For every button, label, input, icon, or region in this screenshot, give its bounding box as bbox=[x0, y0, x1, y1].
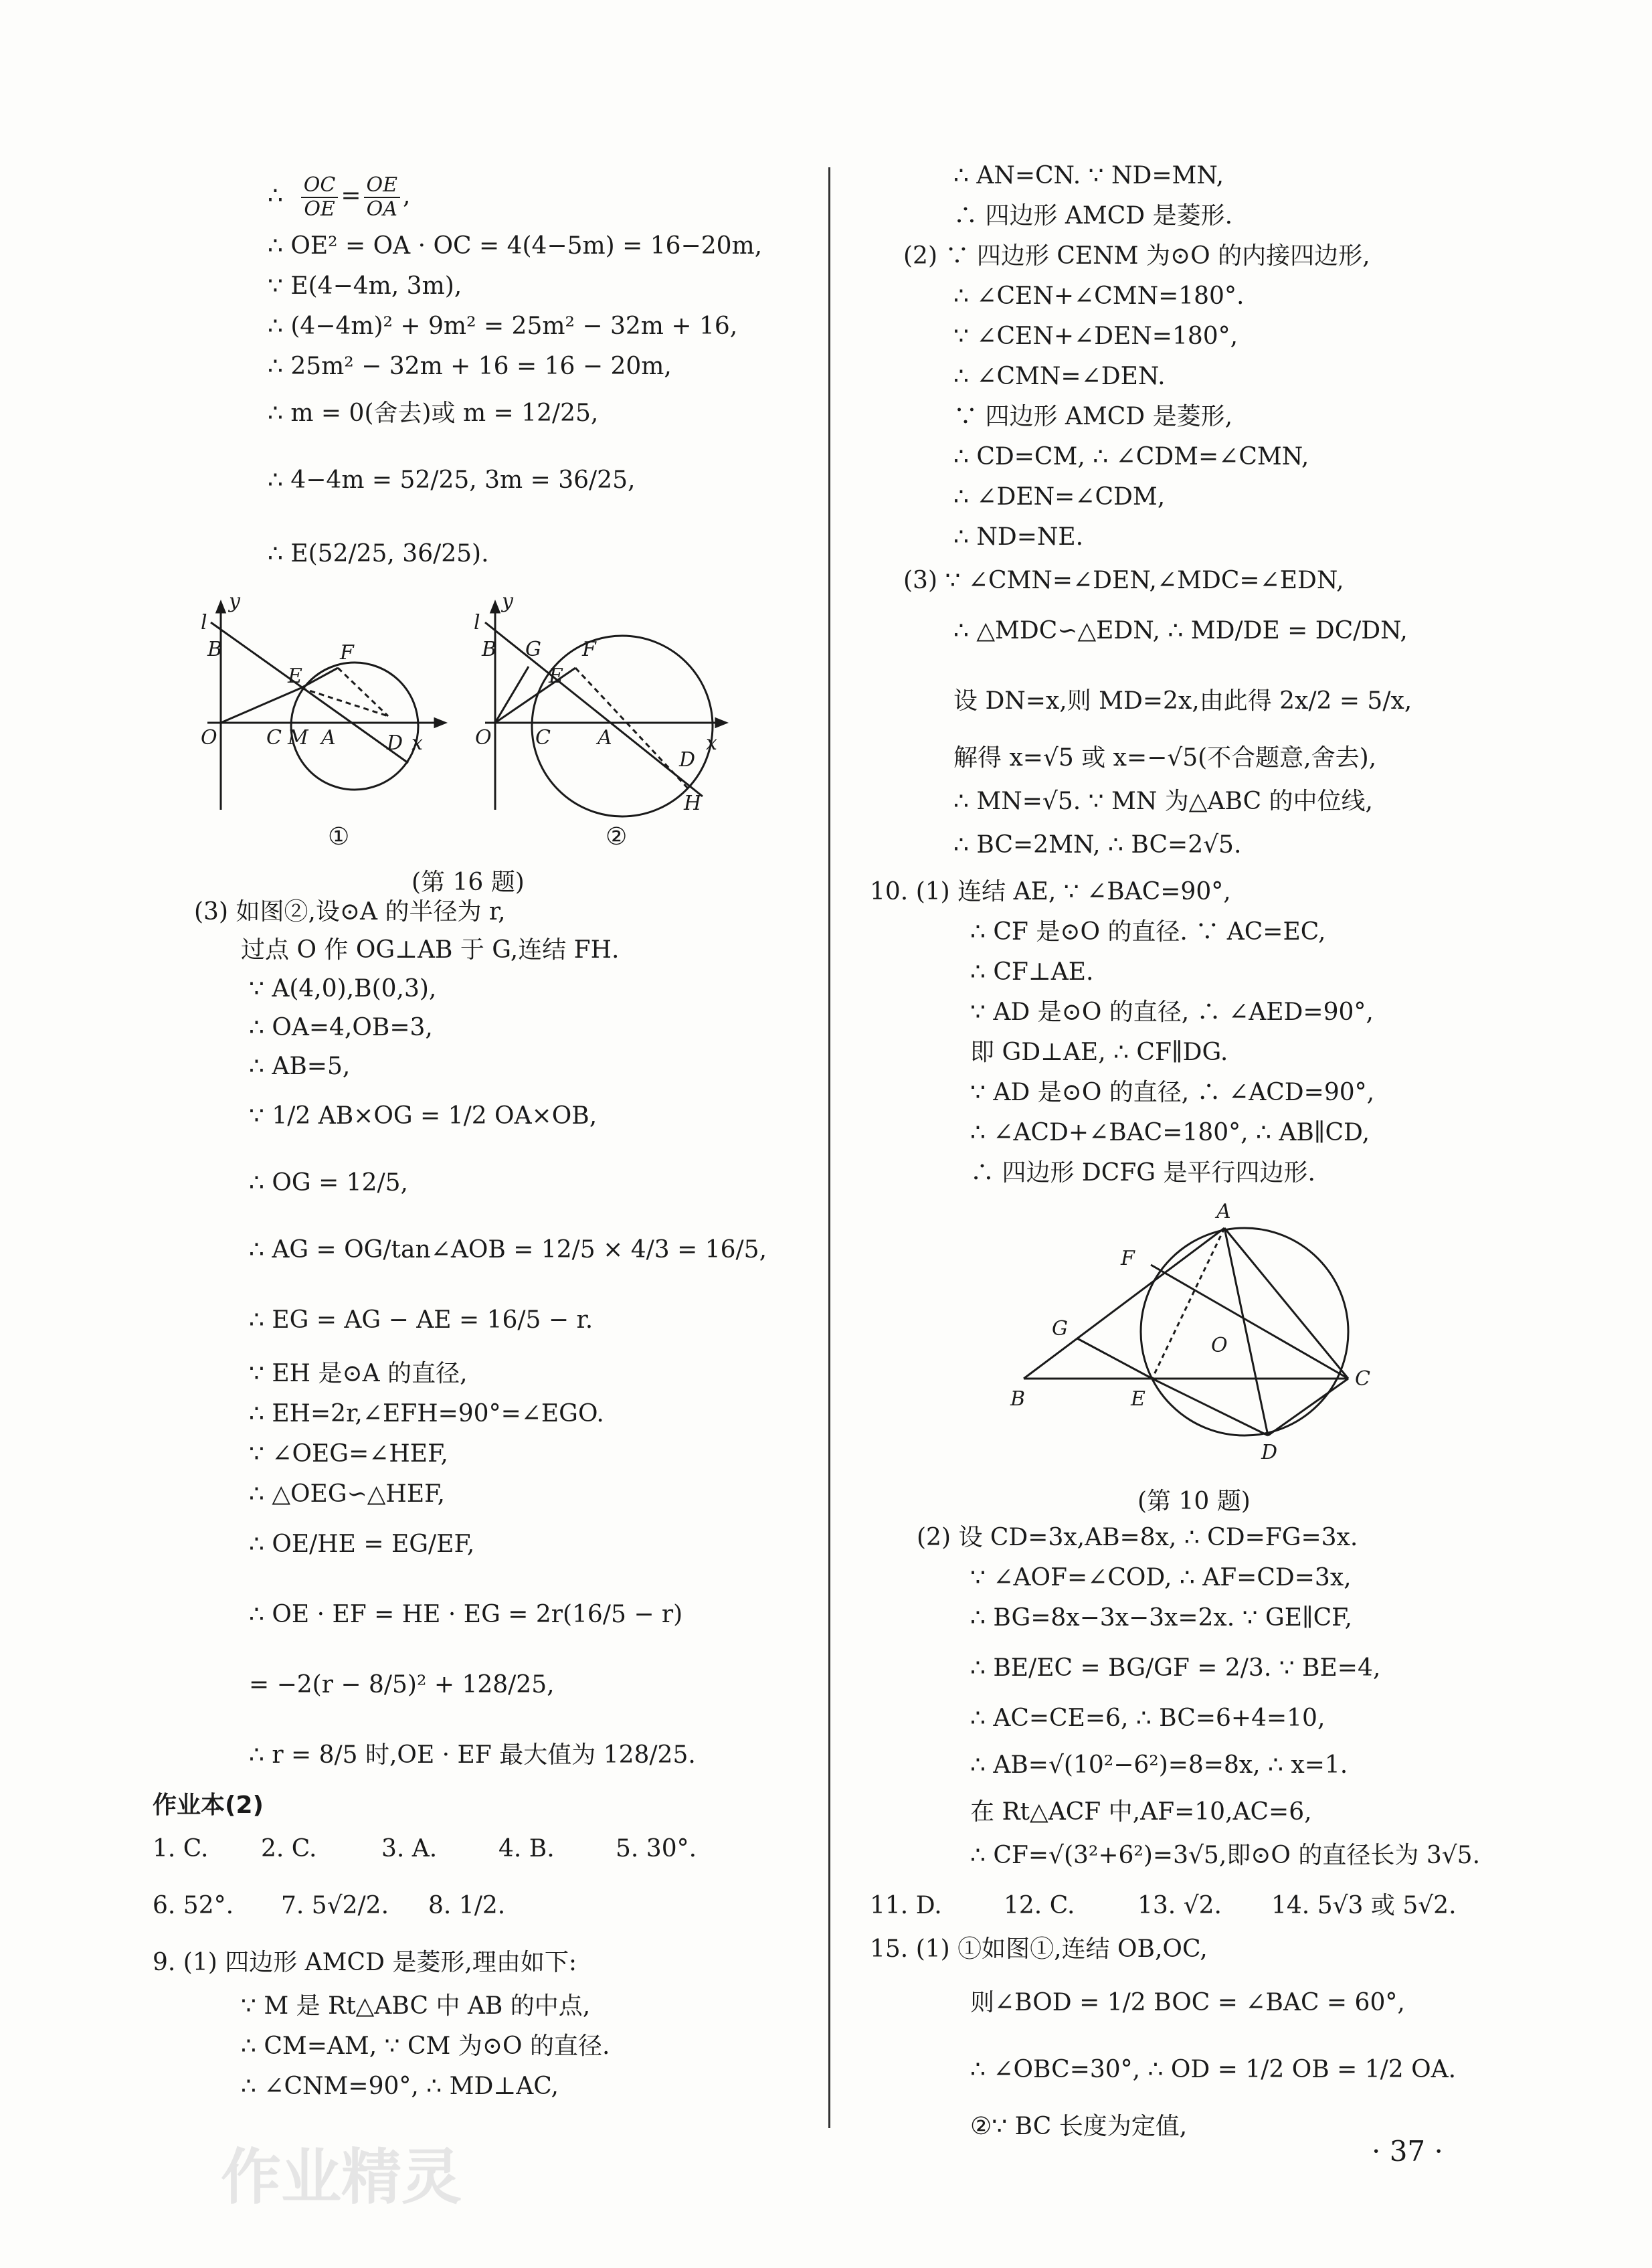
part3-line-5: ∴ AB=5, bbox=[249, 1053, 351, 1080]
figure-10 bbox=[1004, 1198, 1378, 1466]
q10-part2-line-7: 在 Rt△ACF 中,AF=10,AC=6, bbox=[970, 1798, 1312, 1826]
right-line-7: ∵ 四边形 AMCD 是菱形, bbox=[953, 403, 1233, 430]
fig10-caption: (第 10 题) bbox=[1137, 1488, 1251, 1515]
q10-part2-line-2: ∵ ∠AOF=∠COD, ∴ AF=CD=3x, bbox=[970, 1564, 1352, 1591]
q10-part2-line-6: ∴ AB=√(10²−6²)=8=8x, ∴ x=1. bbox=[970, 1751, 1348, 1779]
right-line-15: ∴ MN=√5. ∵ MN 为△ABC 的中位线, bbox=[953, 788, 1373, 815]
part3-line-11: ∴ EH=2r,∠EFH=90°=∠EGO. bbox=[249, 1400, 604, 1427]
svg-text:D: D bbox=[679, 748, 696, 772]
answer-13: 13. √2. bbox=[1137, 1892, 1222, 1919]
svg-text:A: A bbox=[321, 726, 336, 750]
part3-line-3: ∵ A(4,0),B(0,3), bbox=[249, 975, 437, 1002]
answer-7: 7. 5√2/2. bbox=[281, 1892, 389, 1919]
right-line-2: ∴ 四边形 AMCD 是菱形. bbox=[953, 202, 1233, 230]
part3-line-16: = −2(r − 8/5)² + 128/25, bbox=[249, 1671, 555, 1698]
part3-line-8: ∴ AG = OG/tan∠AOB = 12/5 × 4/3 = 16/5, bbox=[249, 1236, 767, 1263]
part3-line-15: ∴ OE · EF = HE · EG = 2r(16/5 − r) bbox=[249, 1601, 683, 1628]
right-line-9: ∴ ∠DEN=∠CDM, bbox=[953, 483, 1166, 511]
svg-text:E: E bbox=[288, 665, 302, 688]
answer-2 bbox=[261, 1837, 317, 1861]
svg-text:G: G bbox=[1052, 1317, 1068, 1340]
part3-line-9: ∴ EG = AG − AE = 16/5 − r. bbox=[249, 1306, 593, 1334]
svg-text:F: F bbox=[340, 641, 354, 665]
answer-6: 6. 52°. bbox=[153, 1892, 234, 1919]
figure-16 bbox=[187, 589, 736, 843]
answer-4-text: 4. B. bbox=[498, 1835, 555, 1862]
q10-part2-line-4: ∴ BE/EC = BG/GF = 2/3. ∵ BE=4, bbox=[970, 1654, 1381, 1682]
q10-part2-line-1: (2) 设 CD=3x,AB=8x, ∴ CD=FG=3x. bbox=[917, 1524, 1358, 1551]
answer-11: 11. D. bbox=[870, 1892, 942, 1919]
svg-text:O: O bbox=[201, 726, 217, 750]
answer-5-text: 5. 30°. bbox=[616, 1835, 697, 1862]
svg-text:H: H bbox=[684, 792, 702, 815]
answer-3 bbox=[381, 1837, 437, 1861]
left-line-7: ∴ 4−4m = 52/25, 3m = 36/25, bbox=[268, 466, 636, 494]
part3-line-1: (3) 如图②,设⊙A 的半径为 r, bbox=[194, 898, 506, 926]
svg-text:C: C bbox=[535, 726, 551, 750]
answer-1 bbox=[153, 1837, 209, 1861]
part3-line-4: ∴ OA=4,OB=3, bbox=[249, 1014, 433, 1041]
answer-14: 14. 5√3 或 5√2. bbox=[1271, 1892, 1457, 1919]
part3-line-12: ∵ ∠OEG=∠HEF, bbox=[249, 1440, 448, 1468]
q15-line-2: 则∠BOD = 1/2 BOC = ∠BAC = 60°, bbox=[970, 1989, 1405, 2016]
part3-line-17: ∴ r = 8/5 时,OE · EF 最大值为 128/25. bbox=[249, 1741, 696, 1769]
q9-line-4: ∴ ∠CNM=90°, ∴ MD⊥AC, bbox=[241, 2073, 559, 2100]
right-line-11: (3) ∵ ∠CMN=∠DEN,∠MDC=∠EDN, bbox=[903, 567, 1344, 594]
left-line-8: ∴ E(52/25, 36/25). bbox=[268, 540, 489, 568]
answer-12: 12. C. bbox=[1004, 1892, 1075, 1919]
q10-part2-line-5: ∴ AC=CE=6, ∴ BC=6+4=10, bbox=[970, 1705, 1325, 1732]
svg-text:l: l bbox=[474, 611, 480, 634]
answer-1-text: 1. C. bbox=[153, 1835, 209, 1862]
svg-text:M: M bbox=[288, 726, 308, 750]
q10-line-7: ∴ ∠ACD+∠BAC=180°, ∴ AB∥CD, bbox=[970, 1119, 1370, 1146]
answer-4 bbox=[498, 1837, 555, 1861]
svg-text:l: l bbox=[201, 611, 207, 634]
svg-text:A: A bbox=[598, 726, 612, 750]
svg-text:D: D bbox=[1261, 1441, 1278, 1464]
left-line-6: ∴ m = 0(舍去)或 m = 12/25, bbox=[268, 400, 599, 427]
part3-line-6: ∵ 1/2 AB×OG = 1/2 OA×OB, bbox=[249, 1102, 598, 1130]
q10-line-6: ∵ AD 是⊙O 的直径, ∴ ∠ACD=90°, bbox=[970, 1079, 1375, 1106]
answer-5 bbox=[616, 1837, 697, 1861]
left-line-2: ∴ OE² = OA · OC = 4(4−5m) = 16−20m, bbox=[268, 232, 763, 260]
part3-line-14: ∴ OE/HE = EG/EF, bbox=[249, 1531, 475, 1558]
svg-text:F: F bbox=[1121, 1247, 1135, 1270]
svg-text:A: A bbox=[1216, 1200, 1231, 1223]
page-number: · 37 · bbox=[1372, 2135, 1443, 2168]
svg-text:y: y bbox=[229, 590, 240, 613]
right-line-14: 解得 x=√5 或 x=−√5(不合题意,舍去), bbox=[953, 744, 1377, 772]
q15-line-1: 15. (1) ①如图①,连结 OB,OC, bbox=[870, 1935, 1208, 1963]
fig16-sub2: ② bbox=[606, 823, 628, 851]
svg-text:E: E bbox=[1131, 1387, 1145, 1411]
q10-line-3: ∴ CF⊥AE. bbox=[970, 958, 1094, 986]
part3-line-7: ∴ OG = 12/5, bbox=[249, 1169, 408, 1197]
part3-line-10: ∵ EH 是⊙A 的直径, bbox=[249, 1360, 468, 1387]
svg-text:O: O bbox=[1211, 1334, 1228, 1357]
right-line-1: ∴ AN=CN. ∵ ND=MN, bbox=[953, 162, 1224, 189]
right-line-8: ∴ CD=CM, ∴ ∠CDM=∠CMN, bbox=[953, 443, 1309, 470]
svg-text:F: F bbox=[582, 638, 596, 661]
q9-line-1: 9. (1) 四边形 AMCD 是菱形,理由如下: bbox=[153, 1949, 577, 1976]
q10-line-1: 10. (1) 连结 AE, ∵ ∠BAC=90°, bbox=[870, 878, 1231, 905]
svg-text:B: B bbox=[207, 638, 223, 661]
svg-text:C: C bbox=[1355, 1367, 1370, 1391]
left-line-5: ∴ 25m² − 32m + 16 = 16 − 20m, bbox=[268, 353, 672, 380]
part3-line-13: ∴ △OEG∽△HEF, bbox=[249, 1480, 445, 1508]
q15-line-3: ∴ ∠OBC=30°, ∴ OD = 1/2 OB = 1/2 OA. bbox=[970, 2056, 1457, 2083]
right-line-12: ∴ △MDC∽△EDN, ∴ MD/DE = DC/DN, bbox=[953, 617, 1408, 644]
svg-text:y: y bbox=[502, 590, 513, 613]
left-line-4: ∴ (4−4m)² + 9m² = 25m² − 32m + 16, bbox=[268, 313, 738, 340]
watermark: 作业精灵 bbox=[221, 2142, 462, 2212]
right-line-13: 设 DN=x,则 MD=2x,由此得 2x/2 = 5/x, bbox=[953, 687, 1412, 715]
left-line-3: ∵ E(4−4m, 3m), bbox=[268, 272, 462, 300]
q10-line-8: ∴ 四边形 DCFG 是平行四边形. bbox=[970, 1159, 1315, 1187]
q10-line-2: ∴ CF 是⊙O 的直径. ∵ AC=EC, bbox=[970, 918, 1326, 946]
right-line-16: ∴ BC=2MN, ∴ BC=2√5. bbox=[953, 831, 1242, 859]
right-line-10: ∴ ND=NE. bbox=[953, 523, 1084, 551]
answer-8: 8. 1/2. bbox=[428, 1892, 506, 1919]
svg-text:C: C bbox=[266, 726, 282, 750]
svg-text:B: B bbox=[1010, 1387, 1026, 1411]
svg-text:D: D bbox=[387, 731, 403, 755]
svg-text:x: x bbox=[411, 731, 423, 755]
q9-line-2: ∵ M 是 Rt△ABC 中 AB 的中点, bbox=[241, 1992, 591, 2020]
q10-line-4: ∵ AD 是⊙O 的直径, ∴ ∠AED=90°, bbox=[970, 998, 1374, 1026]
right-line-5: ∵ ∠CEN+∠DEN=180°, bbox=[953, 323, 1238, 350]
column-divider bbox=[828, 167, 830, 2128]
section-title: 作业本(2) bbox=[153, 1792, 264, 1819]
svg-text:E: E bbox=[549, 665, 563, 688]
left-line-1: ∴ $\frac{OC}{OE}$ = $\frac{OE}{OA}$ , bbox=[268, 173, 411, 221]
answer-3-text: 3. A. bbox=[381, 1835, 438, 1862]
svg-text:B: B bbox=[482, 638, 497, 661]
right-line-3: (2) ∵ 四边形 CENM 为⊙O 的内接四边形, bbox=[903, 242, 1370, 270]
svg-text:G: G bbox=[525, 638, 541, 661]
q10-line-5: 即 GD⊥AE, ∴ CF∥DG. bbox=[970, 1039, 1228, 1066]
part3-line-2: 过点 O 作 OG⊥AB 于 G,连结 FH. bbox=[241, 936, 620, 964]
fig16-sub1: ① bbox=[328, 823, 350, 851]
right-line-6: ∴ ∠CMN=∠DEN. bbox=[953, 363, 1166, 390]
q10-part2-line-8: ∴ CF=√(3²+6²)=3√5,即⊙O 的直径长为 3√5. bbox=[970, 1842, 1481, 1869]
q15-line-4: ②∵ BC 长度为定值, bbox=[970, 2113, 1188, 2140]
right-line-4: ∴ ∠CEN+∠CMN=180°. bbox=[953, 282, 1245, 310]
svg-text:x: x bbox=[706, 731, 717, 755]
q10-part2-line-3: ∴ BG=8x−3x−3x=2x. ∵ GE∥CF, bbox=[970, 1604, 1352, 1632]
answer-2-text: 2. C. bbox=[261, 1835, 317, 1862]
q9-line-3: ∴ CM=AM, ∵ CM 为⊙O 的直径. bbox=[241, 2032, 610, 2060]
fig16-caption: (第 16 题) bbox=[411, 869, 525, 896]
svg-text:O: O bbox=[475, 726, 492, 750]
